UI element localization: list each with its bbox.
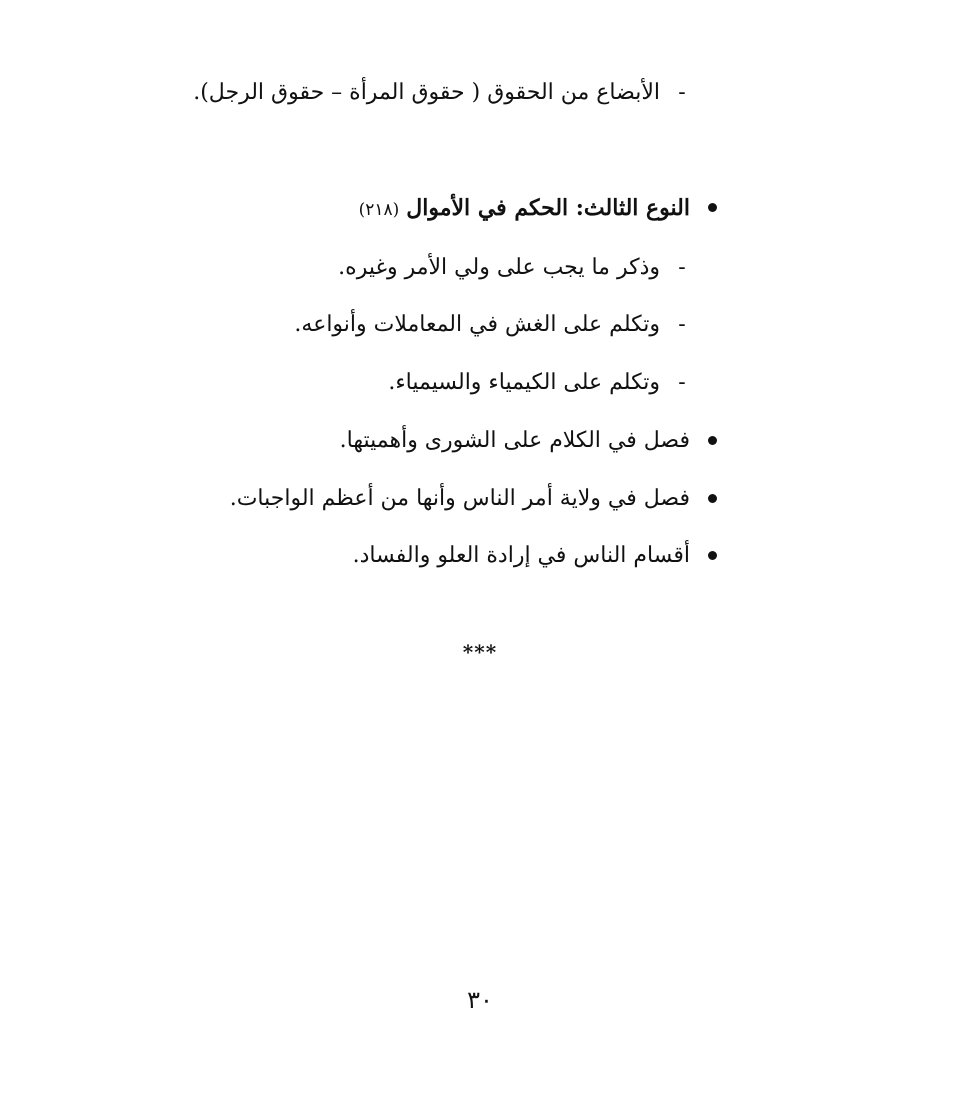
bullet-item-text: فصل في ولاية أمر الناس وأنها من أعظم الواجبات. — [229, 486, 690, 511]
page-number: ٣٠ — [467, 986, 493, 1014]
section-heading — [359, 191, 690, 227]
bullet-item-text: أقسام الناس في إرادة العلو والفساد. — [352, 543, 690, 568]
list-item — [294, 308, 660, 342]
bullet-item — [353, 539, 690, 573]
section-divider: *** — [462, 640, 498, 664]
bullet-icon — [708, 494, 717, 503]
bullet-icon — [708, 203, 717, 212]
list-item — [388, 366, 660, 400]
bullet-icon — [708, 551, 717, 560]
heading-text: النوع الثالث: الحكم في الأموال — [406, 195, 690, 221]
dash-marker: - — [678, 255, 686, 280]
dash-marker: - — [678, 370, 686, 395]
list-item-text: وتكلم على الكيمياء والسيمياء. — [388, 370, 660, 395]
list-item-text: الأبضاع من الحقوق ( حقوق المرأة – حقوق الرجل). — [193, 80, 660, 105]
bullet-item — [340, 424, 690, 458]
list-item-text: وذكر ما يجب على ولي الأمر وغيره. — [338, 255, 660, 280]
list-item-text: وتكلم على الغش في المعاملات وأنواعه. — [294, 312, 660, 337]
list-item — [193, 76, 660, 110]
bullet-item-text: فصل في الكلام على الشورى وأهميتها. — [339, 428, 690, 453]
heading-reference: (٢١٨) — [358, 200, 400, 220]
dash-marker: - — [678, 312, 686, 337]
list-item — [338, 251, 660, 285]
bullet-item — [230, 482, 690, 516]
dash-marker: - — [678, 80, 686, 105]
bullet-icon — [708, 436, 717, 445]
